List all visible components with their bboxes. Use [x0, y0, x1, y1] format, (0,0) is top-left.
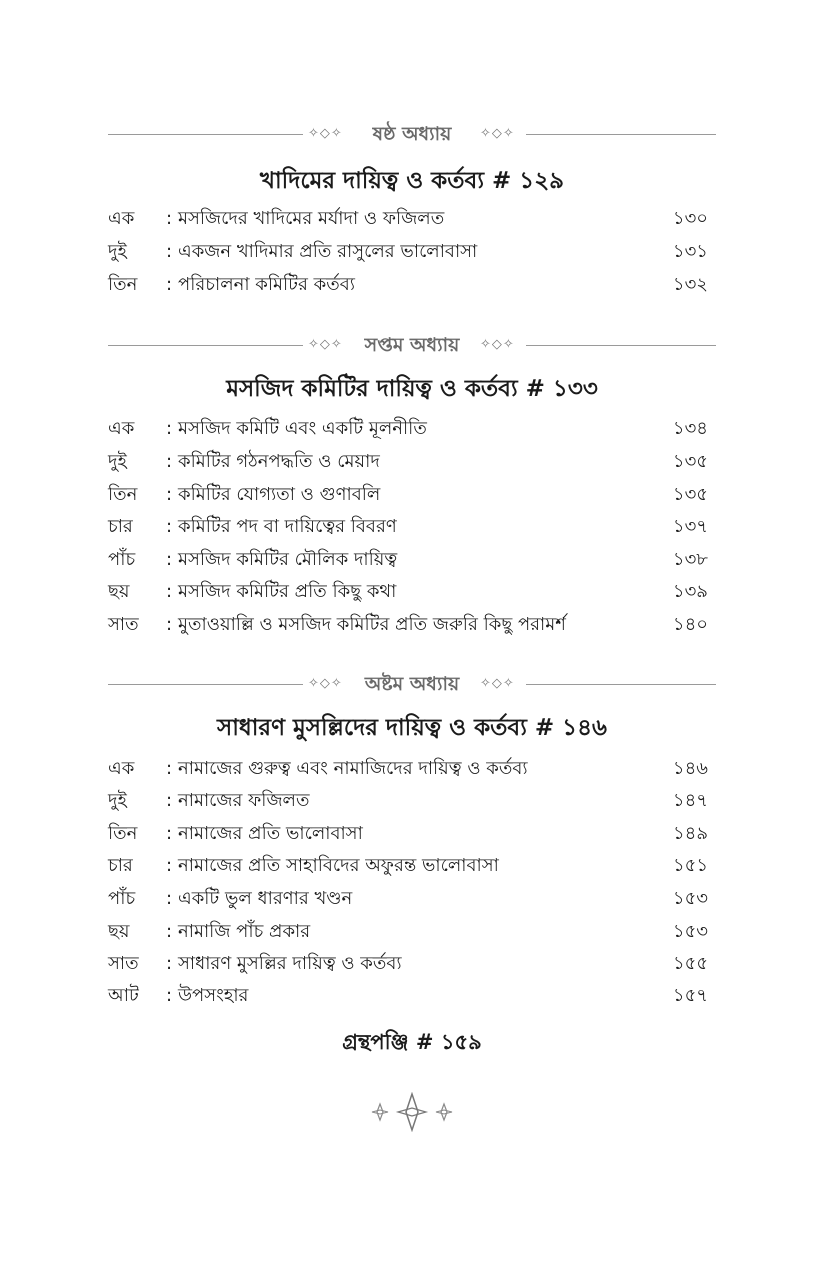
- entry-number: এক: [108, 208, 135, 229]
- toc-entry[interactable]: এক : মসজিদ কমিটি এবং একটি মূলনীতি ১৩৪: [108, 414, 708, 444]
- entry-title: একজন খাদিমার প্রতি রাসুলের ভালোবাসা: [178, 241, 478, 262]
- entry-page: ১৫৩: [672, 921, 708, 942]
- entry-number: দুই: [108, 451, 127, 472]
- entry-page: ১৩৯: [672, 581, 708, 602]
- ornament-icon: ✧◇✧: [308, 676, 343, 691]
- entry-page: ১৪৬: [672, 758, 708, 779]
- toc-entry[interactable]: ছয় : মসজিদ কমিটির প্রতি কিছু কথা ১৩৯: [108, 577, 708, 607]
- toc-entry[interactable]: চার : কমিটির পদ বা দায়িত্বের বিবরণ ১৩৭: [108, 512, 708, 542]
- entry-number: চার: [108, 516, 133, 537]
- chapter-divider: [108, 670, 716, 700]
- entry-number: আট: [108, 985, 139, 1006]
- chapter-label: সপ্তম অধ্যায়: [364, 334, 460, 356]
- toc-entry[interactable]: পাঁচ : মসজিদ কমিটির মৌলিক দায়িত্ব ১৩৮: [108, 545, 708, 575]
- entry-number: তিন: [108, 484, 138, 505]
- toc-entry[interactable]: এক : নামাজের গুরুত্ব এবং নামাজিদের দায়িত্ব ও কর্তব্য ১৪৬: [108, 754, 708, 784]
- toc-entry[interactable]: আট : উপসংহার ১৫৭: [108, 981, 708, 1011]
- toc-entry[interactable]: এক : মসজিদের খাদিমের মর্যাদা ও ফজিলত ১৩০: [108, 204, 708, 234]
- chapter-label: অষ্টম অধ্যায়: [364, 673, 460, 695]
- entry-number: ছয়: [108, 581, 130, 602]
- entry-title: মসজিদের খাদিমের মর্যাদা ও ফজিলত: [178, 208, 445, 229]
- entry-number: দুই: [108, 241, 127, 262]
- entry-title: নামাজের গুরুত্ব এবং নামাজিদের দায়িত্ব ও কর্তব্য: [178, 758, 528, 779]
- entry-number: তিন: [108, 823, 138, 844]
- entry-page: ১৩৭: [672, 516, 708, 537]
- end-ornament-icon: [362, 1092, 462, 1132]
- toc-entry[interactable]: তিন : নামাজের প্রতি ভালোবাসা ১৪৯: [108, 819, 708, 849]
- chapter-label: ষষ্ঠ অধ্যায়: [372, 123, 452, 145]
- entry-title: নামাজি পাঁচ প্রকার: [178, 921, 311, 942]
- chapter-title: খাদিমের দায়িত্ব ও কর্তব্য # ১২৯: [259, 168, 565, 194]
- toc-entry[interactable]: তিন : পরিচালনা কমিটির কর্তব্য ১৩২: [108, 270, 708, 300]
- chapter-title: মসজিদ কমিটির দায়িত্ব ও কর্তব্য # ১৩৩: [226, 376, 598, 402]
- entry-page: ১৫৩: [672, 888, 708, 909]
- entry-page: ১৩১: [672, 241, 708, 262]
- ornament-icon: ✧◇✧: [308, 126, 343, 141]
- entry-page: ১৪৯: [672, 823, 708, 844]
- toc-entry[interactable]: সাত : সাধারণ মুসল্লির দায়িত্ব ও কর্তব্য ১৫৫: [108, 949, 708, 979]
- entry-number: চার: [108, 855, 133, 876]
- toc-entry[interactable]: পাঁচ : একটি ভুল ধারণার খণ্ডন ১৫৩: [108, 884, 708, 914]
- entry-title: কমিটির যোগ্যতা ও গুণাবলি: [178, 484, 381, 505]
- toc-entry[interactable]: দুই : নামাজের ফজিলত ১৪৭: [108, 786, 708, 816]
- entry-page: ১৩৪: [672, 418, 708, 439]
- entry-page: ১৩৫: [672, 484, 708, 505]
- entry-title: নামাজের ফজিলত: [178, 790, 310, 811]
- entry-number: এক: [108, 418, 135, 439]
- entry-page: ১৪৭: [672, 790, 708, 811]
- ornament-icon: ✧◇✧: [480, 126, 515, 141]
- toc-entry[interactable]: দুই : কমিটির গঠনপদ্ধতি ও মেয়াদ ১৩৫: [108, 447, 708, 477]
- ornament-icon: ✧◇✧: [308, 337, 343, 352]
- entry-number: সাত: [108, 953, 139, 974]
- entry-number: তিন: [108, 274, 138, 295]
- bibliography-entry[interactable]: গ্রন্থপঞ্জি # ১৫৯: [342, 1030, 482, 1054]
- entry-number: পাঁচ: [108, 888, 136, 909]
- entry-number: দুই: [108, 790, 127, 811]
- entry-page: ১৩০: [672, 208, 708, 229]
- toc-entry[interactable]: ছয় : নামাজি পাঁচ প্রকার ১৫৩: [108, 917, 708, 947]
- entry-title: উপসংহার: [178, 985, 249, 1006]
- chapter-divider: [108, 120, 716, 150]
- entry-page: ১৩২: [672, 274, 708, 295]
- entry-page: ১৫১: [672, 855, 708, 876]
- toc-entry[interactable]: তিন : কমিটির যোগ্যতা ও গুণাবলি ১৩৫: [108, 480, 708, 510]
- toc-entry[interactable]: সাত : মুতাওয়াল্লি ও মসজিদ কমিটির প্রতি জরুরি কিছু পরামর্শ ১৪০: [108, 610, 708, 640]
- toc-entry[interactable]: দুই : একজন খাদিমার প্রতি রাসুলের ভালোবাসা ১৩১: [108, 237, 708, 267]
- entry-title: মসজিদ কমিটি এবং একটি মূলনীতি: [178, 418, 427, 439]
- entry-page: ১৫৭: [672, 985, 708, 1006]
- entry-title: একটি ভুল ধারণার খণ্ডন: [178, 888, 353, 909]
- entry-title: মুতাওয়াল্লি ও মসজিদ কমিটির প্রতি জরুরি কিছু পরামর্শ: [178, 614, 566, 635]
- entry-title: কমিটির গঠনপদ্ধতি ও মেয়াদ: [178, 451, 380, 472]
- chapter-divider: [108, 331, 716, 361]
- entry-page: ১৪০: [672, 614, 708, 635]
- toc-entry[interactable]: চার : নামাজের প্রতি সাহাবিদের অফুরন্ত ভালোবাসা ১৫১: [108, 851, 708, 881]
- entry-title: নামাজের প্রতি সাহাবিদের অফুরন্ত ভালোবাসা: [178, 855, 499, 876]
- entry-page: ১৩৮: [672, 549, 708, 570]
- chapter-title: সাধারণ মুসল্লিদের দায়িত্ব ও কর্তব্য # ১৪৬: [217, 715, 607, 741]
- entry-page: ১৫৫: [672, 953, 708, 974]
- entry-title: কমিটির পদ বা দায়িত্বের বিবরণ: [178, 516, 397, 537]
- entry-title: সাধারণ মুসল্লির দায়িত্ব ও কর্তব্য: [178, 953, 402, 974]
- entry-page: ১৩৫: [672, 451, 708, 472]
- entry-number: এক: [108, 758, 135, 779]
- entry-number: পাঁচ: [108, 549, 136, 570]
- entry-title: মসজিদ কমিটির মৌলিক দায়িত্ব: [178, 549, 398, 570]
- entry-number: ছয়: [108, 921, 130, 942]
- entry-number: সাত: [108, 614, 139, 635]
- ornament-icon: ✧◇✧: [480, 337, 515, 352]
- entry-title: মসজিদ কমিটির প্রতি কিছু কথা: [178, 581, 397, 602]
- ornament-icon: ✧◇✧: [480, 676, 515, 691]
- entry-title: নামাজের প্রতি ভালোবাসা: [178, 823, 363, 844]
- entry-title: পরিচালনা কমিটির কর্তব্য: [178, 274, 355, 295]
